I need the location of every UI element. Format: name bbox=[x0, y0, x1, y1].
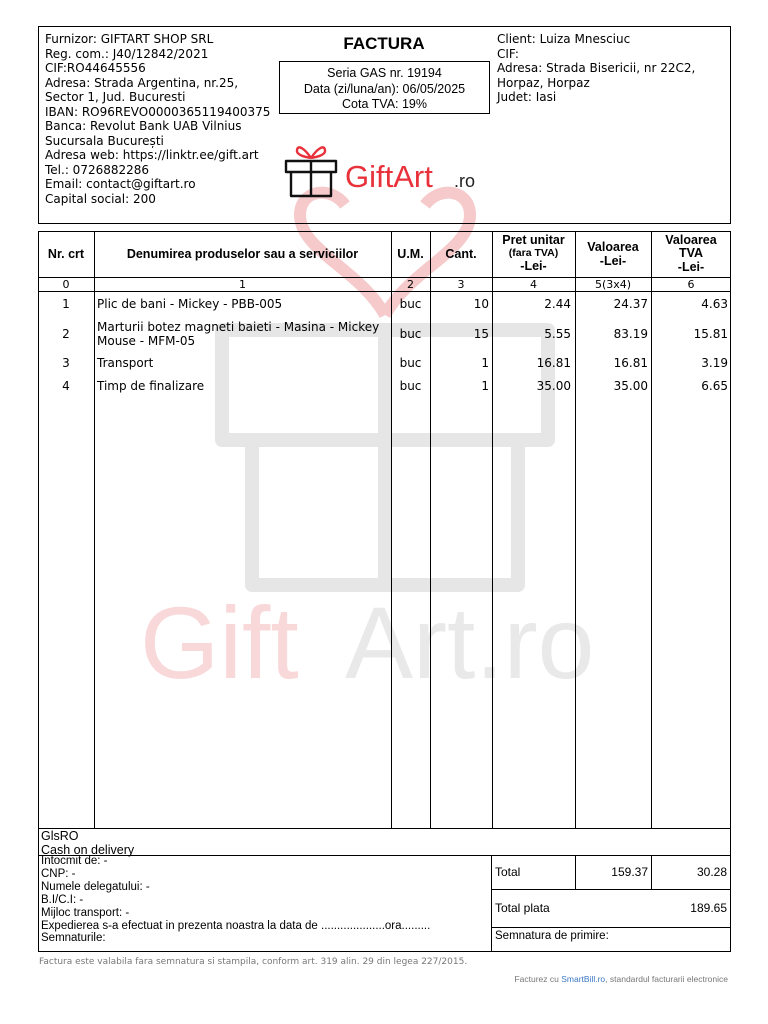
row-product: Transport bbox=[97, 356, 154, 370]
invoice-date: Data (zi/luna/an): 06/05/2025 bbox=[303, 81, 466, 96]
header-unit-price bbox=[492, 234, 575, 273]
client-block bbox=[497, 32, 695, 105]
supplier-web: Adresa web: https://linktr.ee/gift.art bbox=[45, 148, 259, 162]
header-vat-value bbox=[651, 234, 731, 274]
gift-box-icon bbox=[283, 141, 339, 201]
supplier-address-1: Adresa: Strada Argentina, nr.25, bbox=[45, 75, 239, 90]
smartbill-link[interactable]: SmartBill.ro bbox=[561, 974, 606, 984]
index-row-divider bbox=[38, 291, 731, 292]
row-unit-price: 35.00 bbox=[536, 379, 571, 393]
client-cif: CIF: bbox=[497, 46, 519, 61]
row-qty: 15 bbox=[473, 327, 489, 341]
header-unit-price-1: Pret unitar bbox=[502, 233, 565, 247]
client-county: Judet: Iasi bbox=[497, 90, 557, 104]
row-product: Timp de finalizare bbox=[97, 379, 205, 393]
supplier-email: Email: contact@giftart.ro bbox=[45, 177, 196, 191]
logo-text: GiftArt bbox=[345, 159, 433, 194]
total-pay-label: Total plata bbox=[495, 901, 550, 915]
total-label: Total bbox=[495, 865, 521, 879]
row-nr: 2 bbox=[62, 327, 70, 341]
row-um: buc bbox=[399, 297, 422, 311]
header-value-1: Valoarea bbox=[587, 240, 639, 254]
payment-note: Cash on delivery bbox=[41, 843, 135, 857]
supplier-reg: Reg. com.: J40/12842/2021 bbox=[45, 46, 209, 61]
supplier-capital: Capital social: 200 bbox=[45, 191, 156, 206]
validity-note: Factura este valabila fara semnatura si stampila, conform art. 319 alin. 29 din legea 227/2015. bbox=[39, 957, 468, 967]
row-product: Plic de bani - Mickey - PBB-005 bbox=[97, 297, 283, 311]
total-pay-value: 189.65 bbox=[690, 901, 727, 915]
supplier-address-2: Sector 1, Jud. Bucuresti bbox=[45, 90, 186, 104]
header-nr-crt: Nr. crt bbox=[47, 247, 85, 261]
row-um: buc bbox=[399, 379, 422, 393]
footer-divider bbox=[491, 889, 731, 890]
svg-text:Gift: Gift bbox=[140, 586, 299, 700]
footer-divider bbox=[491, 855, 492, 952]
index-cell: 0 bbox=[62, 278, 70, 291]
row-value: 35.00 bbox=[613, 379, 648, 393]
row-value: 24.37 bbox=[613, 297, 648, 311]
row-nr: 1 bbox=[62, 297, 70, 311]
giftart-logo bbox=[283, 141, 493, 201]
delegate-name: Numele delegatului: - bbox=[41, 880, 150, 893]
transport-means: Mijloc transport: - bbox=[41, 906, 130, 919]
svg-text:Art.ro: Art.ro bbox=[345, 586, 595, 700]
supplier-cif: CIF:RO44645556 bbox=[45, 61, 146, 75]
supplier-bank-2: Sucursala București bbox=[45, 133, 164, 148]
cnp: CNP: - bbox=[41, 867, 76, 880]
row-vat: 6.65 bbox=[701, 379, 728, 393]
table-row bbox=[38, 297, 731, 313]
invoice-info-box bbox=[279, 61, 490, 114]
smartbill-post: , standardul facturarii electronice bbox=[605, 974, 728, 984]
invoice-vat-rate: Cota TVA: 19% bbox=[342, 97, 427, 111]
footer-left bbox=[41, 855, 430, 945]
row-vat: 3.19 bbox=[701, 356, 728, 370]
row-qty: 1 bbox=[481, 356, 489, 370]
row-qty: 1 bbox=[481, 379, 489, 393]
header-product-name: Denumirea produselor sau a serviciilor bbox=[126, 247, 359, 261]
index-cell: 6 bbox=[687, 278, 695, 291]
row-unit-price: 5.55 bbox=[544, 327, 571, 341]
issued-by: Intocmit de: - bbox=[41, 855, 108, 867]
header-vat-value-1: Valoarea bbox=[665, 233, 717, 247]
invoice-title: FACTURA bbox=[343, 34, 425, 53]
row-vat: 15.81 bbox=[693, 327, 728, 341]
supplier-name: Furnizor: GIFTART SHOP SRL bbox=[45, 32, 214, 46]
row-nr: 4 bbox=[62, 379, 70, 393]
client-address-2: Horpaz, Horpaz bbox=[497, 75, 590, 90]
courier-note: GlsRO bbox=[41, 829, 79, 843]
row-value: 16.81 bbox=[613, 356, 648, 370]
row-qty: 10 bbox=[473, 297, 489, 311]
shipping-statement: Expedierea s-a efectuat in prezenta noastra la data de ....................ora......... bbox=[41, 919, 431, 932]
table-body-end bbox=[38, 828, 731, 829]
header-qty: Cant. bbox=[445, 247, 477, 261]
table-row bbox=[38, 356, 731, 372]
client-address-1: Adresa: Strada Bisericii, nr 22C2, bbox=[497, 61, 696, 75]
row-value: 83.19 bbox=[613, 327, 648, 341]
index-cell: 2 bbox=[407, 278, 414, 291]
row-um: buc bbox=[399, 327, 422, 341]
supplier-iban: IBAN: RO96REVO0000365119400375 bbox=[45, 104, 271, 119]
header-um: U.M. bbox=[397, 247, 424, 261]
header-vat-value-2: TVA bbox=[678, 246, 704, 261]
header-unit-price-2: (fara TVA) bbox=[508, 247, 559, 259]
row-product-line-2: Mouse - MFM-05 bbox=[97, 334, 196, 348]
footer-divider bbox=[575, 855, 576, 889]
row-nr: 3 bbox=[62, 356, 70, 370]
total-value: 159.37 bbox=[611, 865, 648, 879]
client-name: Client: Luiza Mnesciuc bbox=[497, 32, 631, 46]
row-unit-price: 2.44 bbox=[544, 297, 571, 311]
row-product: Marturii botez magneti baieti - Masina - Mickey bbox=[97, 320, 380, 334]
table-row bbox=[38, 379, 731, 395]
total-vat: 30.28 bbox=[696, 865, 727, 879]
row-um: buc bbox=[399, 356, 422, 370]
receipt-signature-label: Semnatura de primire: bbox=[495, 930, 609, 942]
row-vat: 4.63 bbox=[701, 297, 728, 311]
id-card: B.I/C.I: - bbox=[41, 893, 84, 906]
header-value-2: -Lei- bbox=[599, 254, 627, 268]
index-cell: 4 bbox=[530, 278, 537, 291]
table-row bbox=[38, 320, 731, 350]
notes-block bbox=[41, 829, 134, 857]
smartbill-credit bbox=[480, 974, 728, 984]
invoice-series: Seria GAS nr. 19194 bbox=[327, 66, 442, 80]
header-vat-value-3: -Lei- bbox=[677, 259, 705, 274]
row-unit-price: 16.81 bbox=[536, 356, 571, 370]
header-unit-price-3: -Lei- bbox=[520, 259, 547, 273]
index-cell: 3 bbox=[457, 278, 465, 291]
supplier-block bbox=[45, 32, 270, 206]
smartbill-pre: Facturez cu bbox=[514, 974, 562, 984]
signatures-label: Semnaturile: bbox=[41, 932, 106, 945]
footer-divider bbox=[651, 855, 652, 889]
logo-suffix: .ro bbox=[454, 171, 476, 191]
index-cell: 5(3x4) bbox=[594, 278, 632, 291]
footer-divider bbox=[491, 927, 731, 928]
header-value bbox=[575, 240, 651, 268]
supplier-phone: Tel.: 0726882286 bbox=[45, 162, 150, 177]
supplier-bank-1: Banca: Revolut Bank UAB Vilnius bbox=[45, 119, 242, 133]
index-cell: 1 bbox=[239, 278, 246, 291]
